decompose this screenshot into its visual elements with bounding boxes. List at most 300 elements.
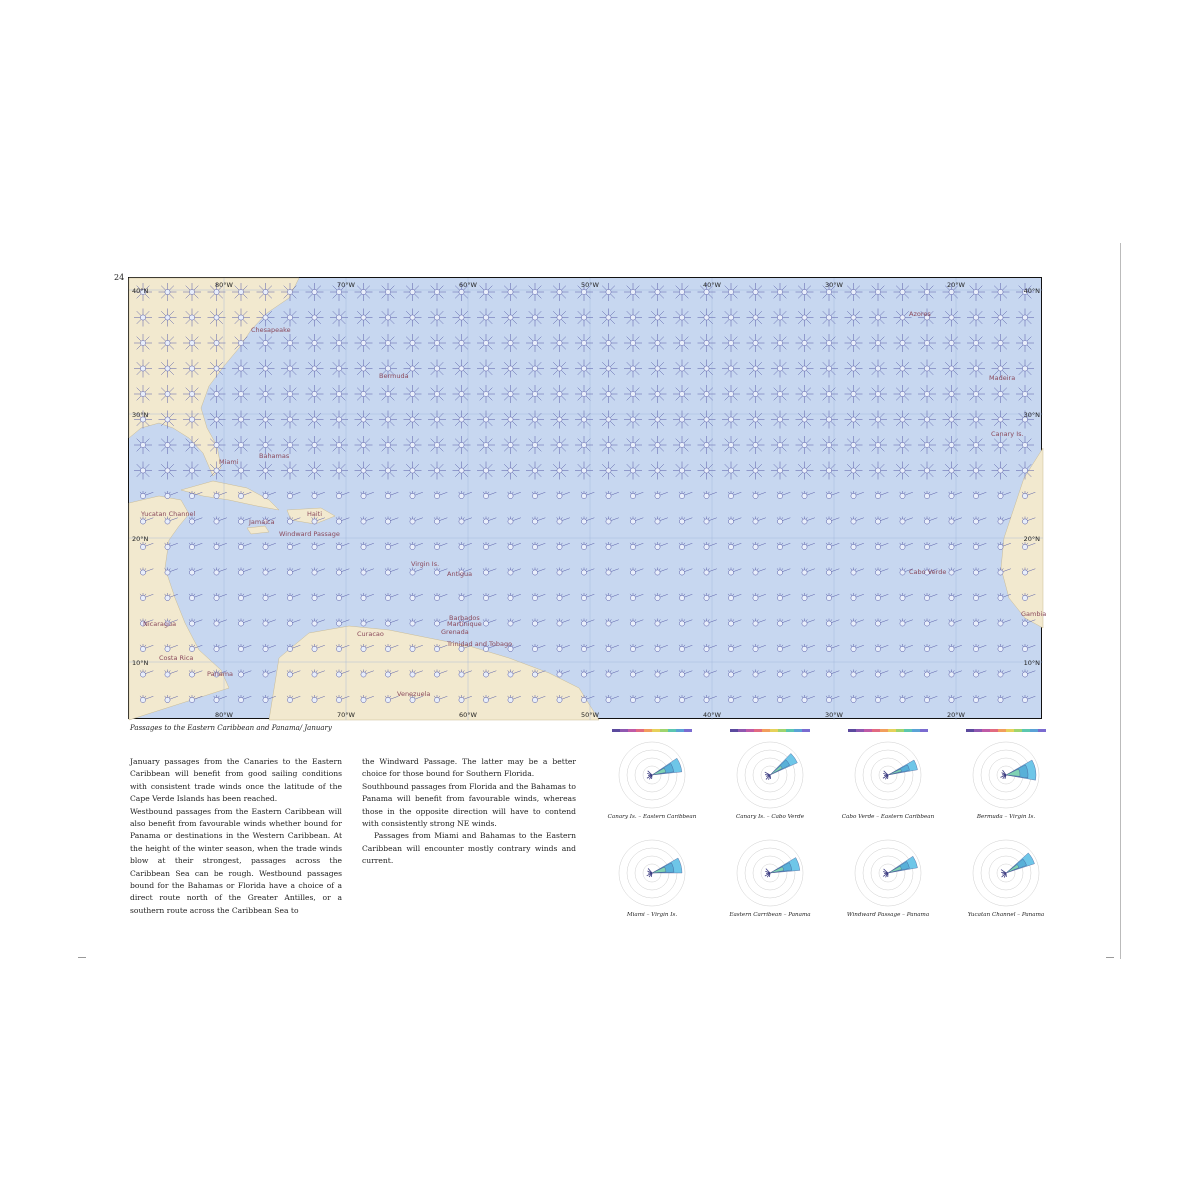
wind-rose-chart xyxy=(724,825,816,911)
wind-rose-station xyxy=(434,517,447,525)
wind-rose-station xyxy=(845,436,863,454)
wind-rose-station xyxy=(826,593,839,601)
wind-rose-station xyxy=(183,309,201,327)
wind-rose-station xyxy=(753,670,766,678)
lon-label-top: 20°W xyxy=(947,281,965,289)
wind-rose-station xyxy=(673,360,691,378)
wind-rose-station xyxy=(949,568,962,576)
wind-rose-station xyxy=(404,411,422,429)
wind-rose-station xyxy=(385,542,398,550)
wind-rose-station xyxy=(330,309,348,327)
rose-petal xyxy=(1006,769,1020,776)
wind-rose-station xyxy=(967,360,985,378)
wind-rose-station xyxy=(183,462,201,480)
wind-rose-station xyxy=(698,309,716,327)
wind-rose-station xyxy=(967,334,985,352)
wind-rose-station xyxy=(214,517,227,525)
wind-rose-station xyxy=(159,283,177,301)
passage-rose-label: Cabo Verde – Eastern Caribbean xyxy=(841,814,935,820)
wind-rose-station xyxy=(532,619,545,627)
wind-rose-station xyxy=(526,385,544,403)
wind-rose-station xyxy=(869,334,887,352)
wind-rose-station xyxy=(747,462,765,480)
wind-rose-station xyxy=(802,491,815,499)
wind-rose-station xyxy=(747,436,765,454)
wind-rose-station xyxy=(483,491,496,499)
wind-rose-station xyxy=(606,619,619,627)
wind-rose-station xyxy=(630,593,643,601)
wind-rose-station xyxy=(728,593,741,601)
wind-rose-station xyxy=(673,385,691,403)
wind-rose-station xyxy=(557,517,570,525)
place-label: Cabo Verde xyxy=(909,568,947,576)
wind-rose-station xyxy=(649,411,667,429)
wind-rose-grid xyxy=(134,283,1035,703)
wind-rose-station xyxy=(796,462,814,480)
wind-rose-station xyxy=(869,385,887,403)
wind-rose-station xyxy=(214,542,227,550)
wind-rose-station xyxy=(428,283,446,301)
wind-rose-station xyxy=(973,542,986,550)
wind-rose-station xyxy=(189,568,202,576)
wind-rose-station xyxy=(477,411,495,429)
wind-rose-station xyxy=(287,491,300,499)
wind-rose-station xyxy=(581,542,594,550)
wind-rose-station xyxy=(704,517,717,525)
wind-rose-station xyxy=(875,670,888,678)
wind-rose-station xyxy=(434,542,447,550)
wind-rose-station xyxy=(973,644,986,652)
passage-wind-roses xyxy=(596,727,1056,927)
wind-rose-station xyxy=(428,462,446,480)
wind-rose-station xyxy=(679,619,692,627)
wind-rose-station xyxy=(361,593,374,601)
passage-wind-rose xyxy=(960,825,1052,921)
wind-rose-station xyxy=(894,360,912,378)
wind-rose-station xyxy=(581,619,594,627)
wind-rose-station xyxy=(992,462,1010,480)
wind-rose-station xyxy=(502,283,520,301)
wind-rose-station xyxy=(967,436,985,454)
wind-rose-station xyxy=(851,491,864,499)
wind-rose-station xyxy=(361,619,374,627)
lat-label-left: 10°N xyxy=(132,659,149,667)
wind-rose-station xyxy=(973,491,986,499)
wind-rose-station xyxy=(704,695,717,703)
wind-rose-station xyxy=(949,517,962,525)
wind-rose-station xyxy=(355,283,373,301)
wind-rose-station xyxy=(355,436,373,454)
wind-rose-station xyxy=(992,385,1010,403)
wind-rose-station xyxy=(1016,385,1034,403)
wind-rose-station xyxy=(214,568,227,576)
wind-rose-station xyxy=(820,436,838,454)
wind-rose-station xyxy=(875,491,888,499)
wind-rose-station xyxy=(649,360,667,378)
wind-rose-station xyxy=(208,360,226,378)
wind-rose-station xyxy=(532,517,545,525)
place-label: Jamaica xyxy=(249,518,275,526)
wind-rose-station xyxy=(728,644,741,652)
wind-rose-station xyxy=(826,517,839,525)
wind-rose-station xyxy=(630,491,643,499)
wind-rose-station xyxy=(924,644,937,652)
wind-rose-station xyxy=(826,542,839,550)
wind-rose-station xyxy=(820,309,838,327)
wind-rose-station xyxy=(900,491,913,499)
wind-rose-station xyxy=(753,517,766,525)
place-label: Canary Is. xyxy=(991,430,1024,438)
wind-rose-station xyxy=(698,411,716,429)
wind-rose-station xyxy=(477,462,495,480)
wind-rose-station xyxy=(704,593,717,601)
wind-rose-station xyxy=(600,360,618,378)
wind-rose-station xyxy=(771,334,789,352)
wind-rose-station xyxy=(232,334,250,352)
wind-rose-station xyxy=(777,568,790,576)
wind-rose-station xyxy=(557,568,570,576)
wind-rose-station xyxy=(875,644,888,652)
place-label: Antigua xyxy=(447,570,473,578)
wind-rose-station xyxy=(287,568,300,576)
wind-rose-station xyxy=(949,491,962,499)
wind-rose-station xyxy=(600,436,618,454)
wind-rose-station xyxy=(698,436,716,454)
wind-rose-station xyxy=(404,436,422,454)
wind-rose-station xyxy=(355,309,373,327)
wind-rose-station xyxy=(900,542,913,550)
wind-rose-station xyxy=(263,619,276,627)
wind-rose-station xyxy=(526,309,544,327)
wind-rose-station xyxy=(728,491,741,499)
place-label: Bermuda xyxy=(379,372,409,380)
wind-rose-station xyxy=(183,283,201,301)
wind-rose-station xyxy=(998,491,1011,499)
wind-rose-station xyxy=(992,436,1010,454)
wind-rose-station xyxy=(477,436,495,454)
rose-petal xyxy=(652,867,666,873)
wind-rose-station xyxy=(998,644,1011,652)
wind-rose-station xyxy=(183,334,201,352)
wind-rose-station xyxy=(630,619,643,627)
wind-rose-station xyxy=(600,462,618,480)
wind-rose-station xyxy=(600,283,618,301)
wind-rose-station xyxy=(918,334,936,352)
wind-rose-station xyxy=(551,334,569,352)
place-label: Miami xyxy=(219,458,239,466)
wind-rose-station xyxy=(477,309,495,327)
wind-rose-station xyxy=(477,283,495,301)
wind-rose-station xyxy=(208,436,226,454)
wind-rose-station xyxy=(796,309,814,327)
passage-rose-label: Yucatan Channel – Panama xyxy=(967,912,1045,918)
wind-rose-station xyxy=(624,360,642,378)
wind-rose-station xyxy=(747,283,765,301)
wind-rose-station xyxy=(532,568,545,576)
wind-rose-station xyxy=(722,334,740,352)
wind-rose-station xyxy=(722,462,740,480)
wind-rose-station xyxy=(845,360,863,378)
wind-rose-station xyxy=(875,568,888,576)
wind-rose-station xyxy=(630,695,643,703)
wind-rose-station xyxy=(722,411,740,429)
wind-rose-station xyxy=(679,568,692,576)
wind-rose-station xyxy=(918,385,936,403)
wind-rose-station xyxy=(287,619,300,627)
wind-rose-station xyxy=(679,542,692,550)
wind-rose-station xyxy=(845,283,863,301)
wind-rose-station xyxy=(508,568,521,576)
passage-wind-rose xyxy=(960,727,1052,823)
wind-rose-station xyxy=(820,385,838,403)
wind-rose-station xyxy=(802,568,815,576)
wind-rose-station xyxy=(918,462,936,480)
page-number: 24 xyxy=(114,273,125,282)
wind-rose-station xyxy=(771,309,789,327)
passage-rose-label: Miami – Virgin Is. xyxy=(626,912,678,918)
wind-rose-station xyxy=(655,542,668,550)
wind-rose-station xyxy=(508,517,521,525)
lat-label-right: 30°N xyxy=(1023,411,1040,419)
wind-rose-station xyxy=(557,644,570,652)
lon-label-top: 80°W xyxy=(215,281,233,289)
wind-rose-station xyxy=(943,334,961,352)
lon-label-bottom: 60°W xyxy=(459,711,477,719)
lon-label-bottom: 30°W xyxy=(825,711,843,719)
wind-rose-station xyxy=(851,619,864,627)
wind-rose-station xyxy=(894,411,912,429)
wind-rose-station xyxy=(826,491,839,499)
wind-rose-station xyxy=(306,462,324,480)
wind-rose-station xyxy=(973,670,986,678)
wind-rose-station xyxy=(704,670,717,678)
wind-rose-station xyxy=(526,360,544,378)
wind-rose-station xyxy=(232,360,250,378)
place-label: Windward Passage xyxy=(279,530,340,538)
crop-mark xyxy=(1106,957,1114,958)
wind-rose-station xyxy=(159,436,177,454)
wind-rose-station xyxy=(361,568,374,576)
wind-rose-station xyxy=(802,517,815,525)
wind-rose-station xyxy=(312,619,325,627)
wind-rose-station xyxy=(624,309,642,327)
wind-rose-station xyxy=(238,593,251,601)
wind-rose-station xyxy=(924,542,937,550)
lat-label-right: 10°N xyxy=(1023,659,1040,667)
wind-rose-station xyxy=(257,462,275,480)
wind-rose-station xyxy=(575,462,593,480)
wind-rose-station xyxy=(722,283,740,301)
wind-rose-station xyxy=(281,360,299,378)
wind-rose-station xyxy=(557,542,570,550)
wind-rose-station xyxy=(949,670,962,678)
wind-rose-station xyxy=(355,411,373,429)
wind-rose-station xyxy=(361,517,374,525)
wind-rose-station xyxy=(777,695,790,703)
wind-rose-station xyxy=(428,436,446,454)
wind-rose-station xyxy=(281,309,299,327)
wind-rose-station xyxy=(992,309,1010,327)
wind-rose-station xyxy=(875,517,888,525)
wind-rose-station xyxy=(483,593,496,601)
wind-rose-station xyxy=(967,462,985,480)
lon-label-top: 60°W xyxy=(459,281,477,289)
paragraph: Passages from Miami and Bahamas to the Eastern Caribbean will encounter mostly contrary winds and current. xyxy=(362,831,576,866)
lat-label-right: 20°N xyxy=(1023,535,1040,543)
wind-rose-station xyxy=(232,283,250,301)
lon-label-bottom: 80°W xyxy=(215,711,233,719)
wind-rose-station xyxy=(263,644,276,652)
wind-rose-station xyxy=(777,619,790,627)
wind-rose-station xyxy=(679,517,692,525)
wind-rose-station xyxy=(502,411,520,429)
wind-rose-station xyxy=(869,309,887,327)
wind-rose-station xyxy=(134,385,152,403)
wind-rose-station xyxy=(992,411,1010,429)
wind-rose-station xyxy=(820,360,838,378)
wind-rose-station xyxy=(998,619,1011,627)
wind-rose-station xyxy=(385,568,398,576)
wind-rose-station xyxy=(140,491,153,499)
wind-rose-station xyxy=(385,619,398,627)
place-label: Bahamas xyxy=(259,452,290,460)
wind-rose-station xyxy=(918,360,936,378)
wind-rose-station xyxy=(949,644,962,652)
wind-rose-station xyxy=(281,334,299,352)
lat-label-left: 40°N xyxy=(132,287,149,295)
wind-rose-station xyxy=(508,542,521,550)
wind-rose-station xyxy=(134,436,152,454)
wind-rose-station xyxy=(973,695,986,703)
wind-rose-station xyxy=(428,309,446,327)
wind-rose-station xyxy=(336,517,349,525)
wind-rose-station xyxy=(777,670,790,678)
wind-rose-station xyxy=(943,309,961,327)
wind-rose-station xyxy=(600,385,618,403)
wind-rose-station xyxy=(238,542,251,550)
wind-rose-station xyxy=(967,411,985,429)
wind-rose-station xyxy=(777,644,790,652)
wind-rose-station xyxy=(165,491,178,499)
place-label: Panama xyxy=(207,670,234,678)
wind-rose-station xyxy=(949,593,962,601)
wind-rose-station xyxy=(502,309,520,327)
passage-rose-label: Windward Passage – Panama xyxy=(846,912,930,918)
wind-rose-station xyxy=(134,309,152,327)
wind-rose-station xyxy=(924,670,937,678)
wind-rose-station xyxy=(802,695,815,703)
wind-rose-station xyxy=(698,360,716,378)
wind-rose-station xyxy=(263,670,276,678)
wind-rose-station xyxy=(649,462,667,480)
wind-rose-station xyxy=(532,644,545,652)
wind-rose-station xyxy=(551,411,569,429)
wind-rose-station xyxy=(183,385,201,403)
passage-wind-rose xyxy=(842,825,934,921)
wind-rose-station xyxy=(679,491,692,499)
wind-rose-station xyxy=(526,283,544,301)
wind-rose-station xyxy=(189,542,202,550)
wind-rose-station xyxy=(894,462,912,480)
wind-rose-station xyxy=(747,360,765,378)
wind-rose-station xyxy=(453,360,471,378)
wind-rose-station xyxy=(306,436,324,454)
paragraph: Westbound passages from the Eastern Caribbean will also benefit from favourable winds whether bound for Panama or destinations in the Western Caribbean. At the height of the winter season, when the trade winds blow at their strongest, passages across the Caribbean Sea can be rough. Westbound passages bound for the Bahamas or Florida have a choice of a direct route north of the Greater Antilles, or a southern route across the Caribbean Sea to xyxy=(130,806,342,915)
wind-rose-station xyxy=(820,334,838,352)
wind-rose-station xyxy=(673,411,691,429)
wind-rose-station xyxy=(900,593,913,601)
wind-rose-station xyxy=(624,436,642,454)
wind-rose-station xyxy=(606,517,619,525)
wind-rose-station xyxy=(796,283,814,301)
wind-rose-station xyxy=(532,593,545,601)
wind-rose-station xyxy=(453,334,471,352)
wind-rose-station xyxy=(943,436,961,454)
wind-rose-station xyxy=(802,542,815,550)
wind-rose-station xyxy=(606,670,619,678)
wind-rose-station xyxy=(900,517,913,525)
lon-label-top: 70°W xyxy=(337,281,355,289)
wind-rose-station xyxy=(385,517,398,525)
wind-rose-station xyxy=(453,309,471,327)
wind-rose-station xyxy=(183,360,201,378)
wind-rose-station xyxy=(1016,462,1034,480)
paragraph: January passages from the Canaries to the Eastern Caribbean will benefit from good sailing conditions with consistent trade winds once the latitude of the Cape Verde Islands has been reached. xyxy=(130,757,342,804)
lon-label-bottom: 70°W xyxy=(337,711,355,719)
wind-rose-station xyxy=(281,411,299,429)
speed-scale-bar xyxy=(966,729,1046,732)
wind-rose-station xyxy=(753,568,766,576)
wind-rose-station xyxy=(973,593,986,601)
wind-rose-station xyxy=(943,360,961,378)
wind-rose-station xyxy=(477,360,495,378)
wind-rose-station xyxy=(949,695,962,703)
wind-rose-station xyxy=(459,542,472,550)
wind-rose-chart xyxy=(960,727,1052,813)
wind-rose-station xyxy=(134,360,152,378)
wind-rose-station xyxy=(753,491,766,499)
wind-rose-station xyxy=(159,360,177,378)
wind-rose-station xyxy=(306,411,324,429)
place-labels xyxy=(140,310,1046,698)
wind-rose-station xyxy=(673,334,691,352)
wind-rose-station xyxy=(483,517,496,525)
wind-rose-station xyxy=(704,619,717,627)
wind-rose-station xyxy=(649,309,667,327)
wind-rose-station xyxy=(410,517,423,525)
passage-wind-rose xyxy=(606,727,698,823)
wind-rose-station xyxy=(673,309,691,327)
wind-rose-station xyxy=(869,436,887,454)
wind-rose-station xyxy=(263,593,276,601)
wind-rose-station xyxy=(900,644,913,652)
wind-rose-station xyxy=(655,593,668,601)
wind-rose-station xyxy=(1016,436,1034,454)
wind-rose-station xyxy=(238,695,251,703)
wind-rose-station xyxy=(924,619,937,627)
wind-rose-station xyxy=(330,385,348,403)
wind-rose-station xyxy=(630,517,643,525)
wind-rose-station xyxy=(796,334,814,352)
place-label: Trinidad and Tobago xyxy=(447,640,513,648)
wind-rose-station xyxy=(600,309,618,327)
wind-rose-station xyxy=(404,283,422,301)
wind-rose-station xyxy=(459,491,472,499)
wind-rose-station xyxy=(753,644,766,652)
wind-rose-station xyxy=(606,568,619,576)
passage-rose-label: Eastern Carribean – Panama xyxy=(729,912,811,918)
wind-rose-station xyxy=(875,593,888,601)
